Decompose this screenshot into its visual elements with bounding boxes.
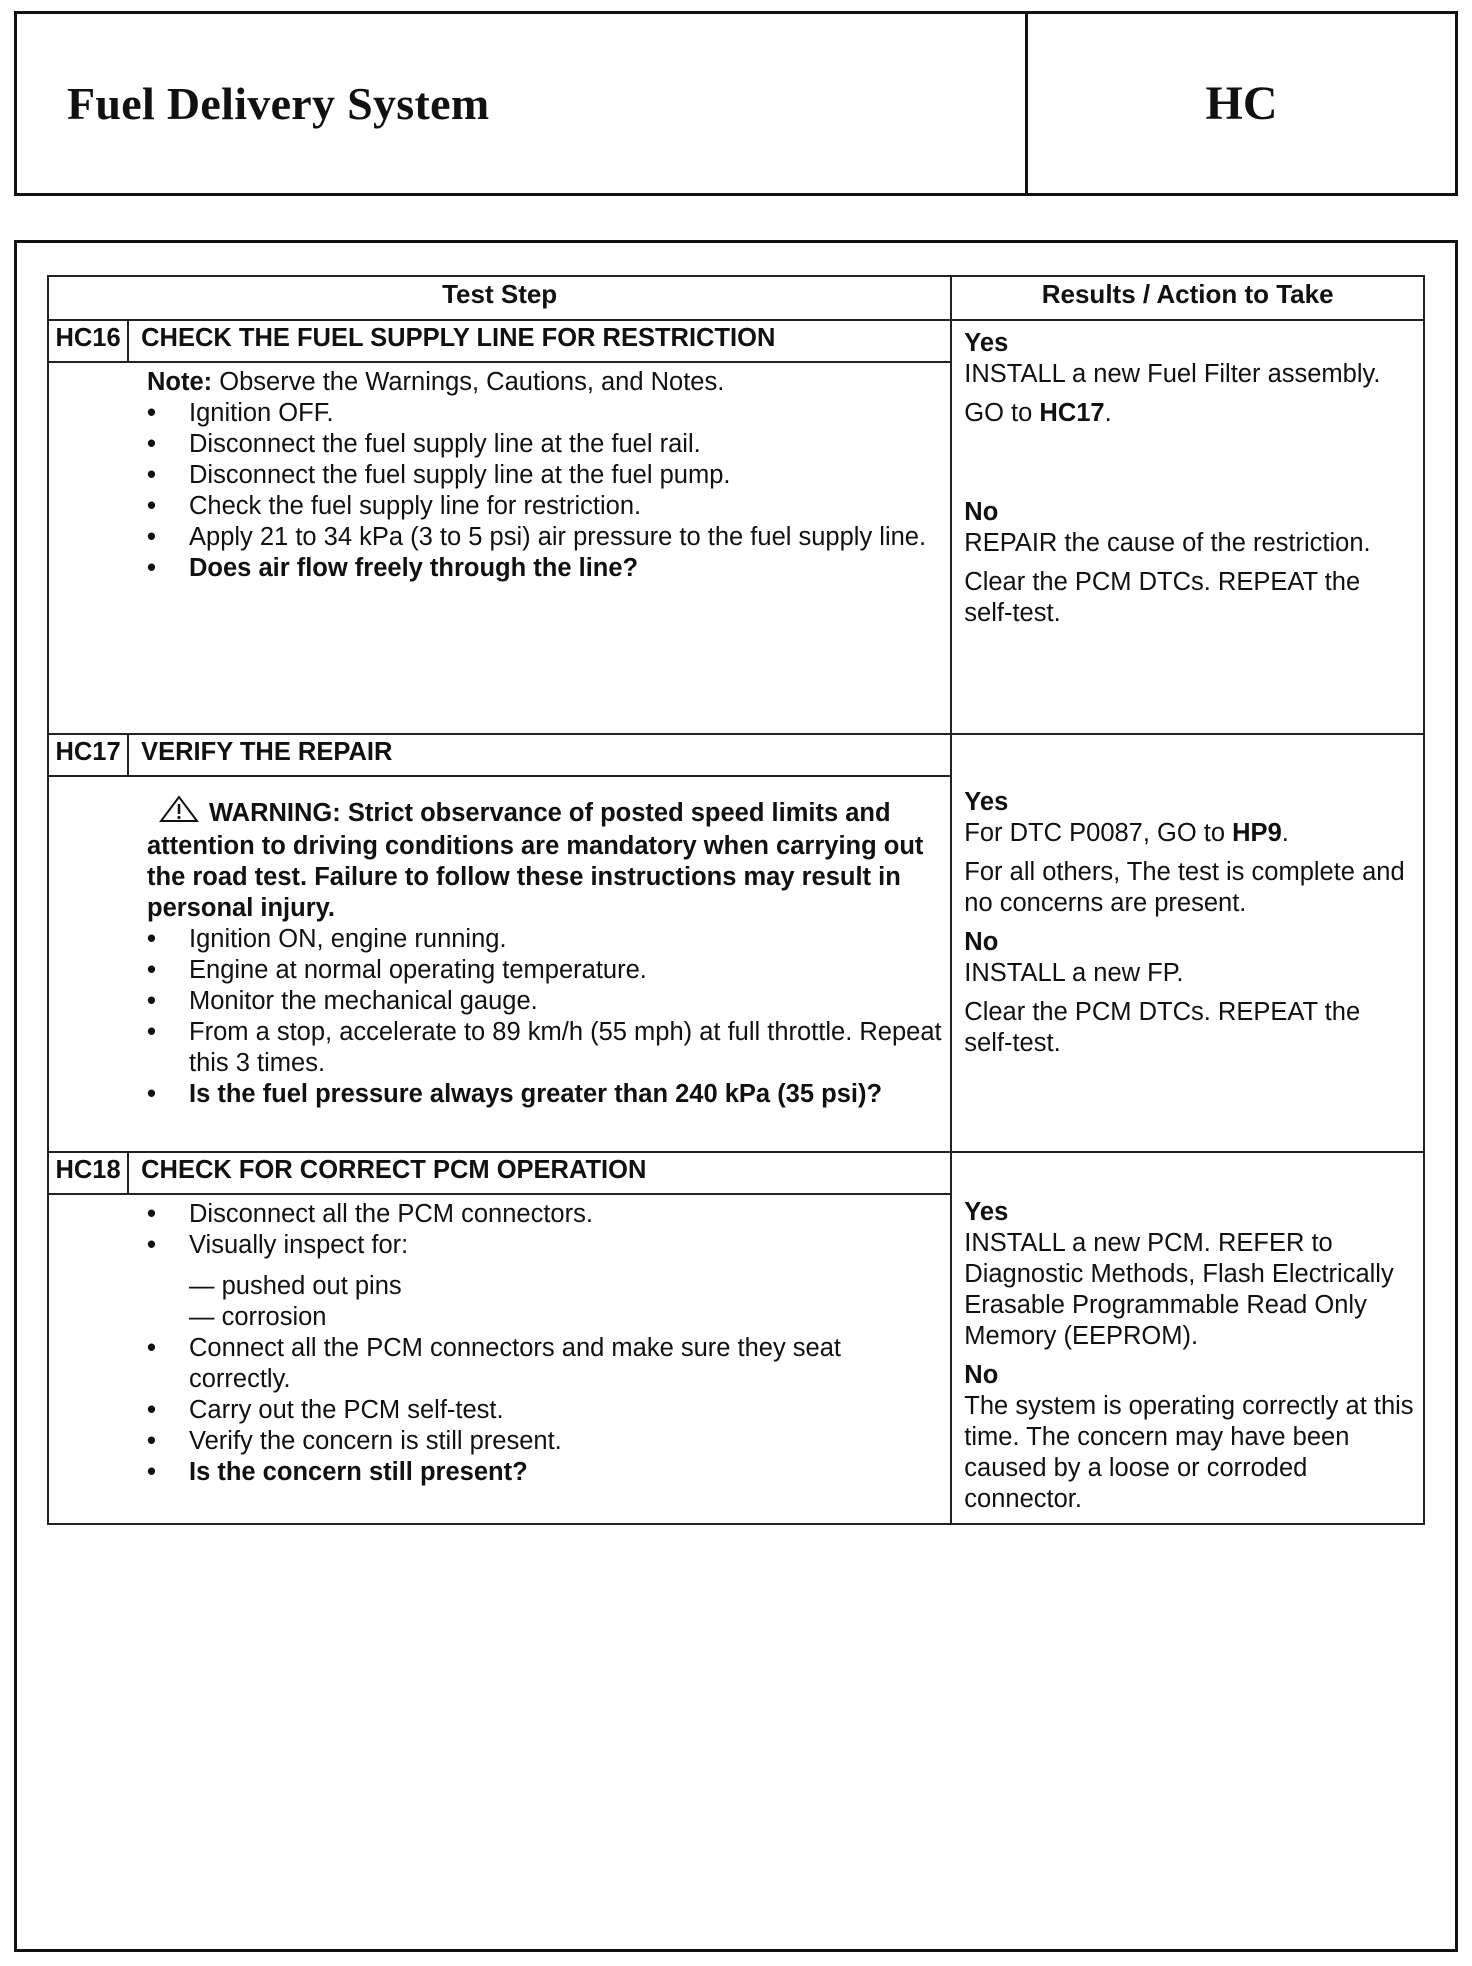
step-title-row [48,320,1424,362]
step-title: CHECK FOR CORRECT PCM OPERATION [128,1152,951,1194]
goto-suffix: . [1281,819,1289,847]
step-question: • Is the concern still present? [147,1457,942,1488]
goto-prefix: For DTC P0087, GO to [964,819,1233,847]
yes-label: Yes [964,1198,1009,1226]
warning-triangle-icon [159,795,199,831]
warning-text: WARNING: Strict observance of posted speed limits and attention to driving conditions are mandatory when carrying out the road test. Failure to follow these instructions may result in personal injury. [147,799,924,922]
yes-label: Yes [964,329,1009,357]
list-item: • Monitor the mechanical gauge. [147,986,942,1017]
step-bullets [147,1199,942,1261]
step-id: HC17 [48,734,128,776]
yes-label: Yes [964,788,1009,816]
list-item: • Connect all the PCM connectors and make sure they seat correctly. [147,1333,942,1395]
page-header [14,11,1458,196]
step-title: VERIFY THE REPAIR [128,734,951,776]
goto-link[interactable]: HP9 [1232,819,1282,847]
step-id: HC18 [48,1152,128,1194]
note-text: Observe the Warnings, Cautions, and Notes. [212,368,725,396]
step-title-row [48,734,1424,776]
no-action-2: Clear the PCM DTCs. REPEAT the self-test. [964,998,1361,1057]
note [147,367,942,398]
yes-action: INSTALL a new PCM. REFER to Diagnostic Methods, Flash Electrically Erasable Programmable Read Only Memory (EEPROM). [964,1229,1394,1350]
list-item: • Engine at normal operating temperature. [147,955,942,986]
list-item: • Apply 21 to 34 kPa (3 to 5 psi) air pressure to the fuel supply line. [147,522,942,553]
yes-goto [964,398,1415,429]
no-label: No [964,498,999,526]
step-body [48,362,951,734]
yes-goto [964,818,1415,849]
no-label: No [964,1361,999,1389]
no-label: No [964,928,999,956]
list-item: • From a stop, accelerate to 89 km/h (55 mph) at full throttle. Repeat this 3 times. [147,1017,942,1079]
list-item: • Ignition OFF. [147,398,942,429]
list-item: • Verify the concern is still present. [147,1426,942,1457]
step-question: • Does air flow freely through the line? [147,553,942,584]
list-item: • Disconnect the fuel supply line at the fuel rail. [147,429,942,460]
step-bullets [147,1333,942,1488]
list-item: • Disconnect all the PCM connectors. [147,1199,942,1230]
sub-list [147,1271,942,1333]
step-body [48,776,951,1152]
goto-suffix: . [1104,399,1112,427]
sub-list-item: — pushed out pins [189,1271,942,1302]
no-action: REPAIR the cause of the restriction. [964,529,1371,557]
sub-list-item: — corrosion [189,1302,942,1333]
warning [147,795,942,924]
yes-action: INSTALL a new Fuel Filter assembly. [964,360,1381,388]
list-item: • Check the fuel supply line for restriction. [147,491,942,522]
step-title: CHECK THE FUEL SUPPLY LINE FOR RESTRICTION [128,320,951,362]
list-item: • Visually inspect for: [147,1230,942,1261]
no-action: INSTALL a new FP. [964,959,1184,987]
no-action-2: Clear the PCM DTCs. REPEAT the self-test. [964,568,1361,627]
step-results [951,734,1424,1152]
test-step-header: Test Step [48,276,951,320]
step-question: • Is the fuel pressure always greater than 240 kPa (35 psi)? [147,1079,942,1110]
section-title: Fuel Delivery System [17,14,1028,193]
list-item: • Carry out the PCM self-test. [147,1395,942,1426]
section-code: HC [1205,77,1278,130]
results-header: Results / Action to Take [951,276,1424,320]
step-results [951,1152,1424,1524]
note-label: Note: [147,368,213,396]
no-action: The system is operating correctly at this time. The concern may have been caused by a loose or corroded connector. [964,1392,1414,1513]
table-header-row [48,276,1424,320]
step-body [48,1194,951,1524]
step-bullets [147,924,942,1110]
test-step-table [47,275,1425,1525]
step-title-row [48,1152,1424,1194]
step-results [951,320,1424,734]
step-bullets [147,398,942,584]
yes-action-2: For all others, The test is complete and no concerns are present. [964,858,1405,917]
step-id: HC16 [48,320,128,362]
list-item: • Disconnect the fuel supply line at the fuel pump. [147,460,942,491]
list-item: • Ignition ON, engine running. [147,924,942,955]
goto-prefix: GO to [964,399,1040,427]
goto-link[interactable]: HC17 [1039,399,1105,427]
